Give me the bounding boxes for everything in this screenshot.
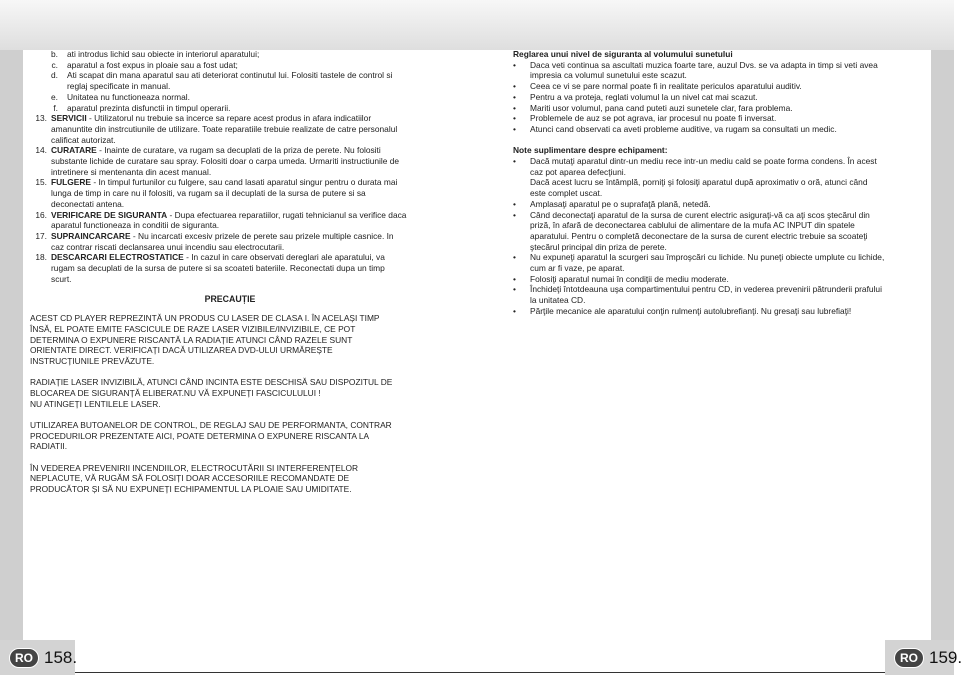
text-line: substante lichide de curatare sau spray. Folositi doar o carpa umeda. Urmariti instructiunile de: [51, 156, 400, 167]
warning-paragraph: [30, 420, 430, 452]
list-item: [513, 103, 913, 114]
caps-warnings: [30, 313, 430, 495]
text-line: INSTRUCȚIUNILE PREVĂZUTE.: [30, 355, 155, 366]
list-item: [513, 306, 913, 317]
text-line: este complet uscat.: [530, 188, 603, 199]
text-line: Dacă mutaţi aparatul dintr-un mediu rece intr-un mediu cald se poate forma condens. În acest: [530, 156, 877, 167]
item-label: CURATARE: [51, 145, 97, 156]
list-item: [30, 177, 430, 209]
text-line: PRODUCĂTOR ȘI SĂ NU EXPUNEȚI ECHIPAMENTUL LA PLOAIE SAU UMIDITATE.: [30, 484, 352, 495]
text-line: intretinere si mentenanta din acest manual.: [51, 166, 212, 177]
text-line: - Utilizatorul nu trebuie sa incerce sa repare acest produs in afara indicatiilor: [86, 113, 372, 124]
list-item-text: [530, 199, 711, 209]
right-page-content: [513, 49, 913, 317]
list-item: [30, 231, 430, 252]
list-marker: 16.: [35, 209, 47, 220]
list-item-text: [530, 92, 758, 102]
list-item-text: [51, 113, 430, 145]
list-item-text: [530, 210, 913, 253]
text-line: Părţile mecanice ale aparatului conţin rulmenţi autolubrefianţi. Nu gresaţi sau lubrefiaţi!: [530, 305, 852, 316]
text-line: UTILIZAREA BUTOANELOR DE CONTROL, DE REGLAJ SAU DE PERFORMANTA, CONTRAR: [30, 419, 392, 430]
top-banner: [0, 0, 954, 50]
text-line: Mariti usor volumul, pana cand puteti auzi sunetele clar, fara problema.: [530, 102, 793, 113]
text-line: priză, în afară de deconectarea cablului de alimentare de la mufa AC INPUT din spatele: [530, 220, 855, 231]
language-badge: RO: [894, 648, 924, 668]
text-line: Când deconectaţi aparatul de la sursa de curent electric asiguraţi-vă ca aţi scos ştecărul din: [530, 209, 870, 220]
text-line: aparatul a fost expus in ploaie sau a fost udat;: [67, 59, 238, 70]
list-item-text: [51, 231, 430, 252]
list-marker: •: [513, 284, 516, 295]
text-line: NU ATINGEȚI LENTILELE LASER.: [30, 398, 161, 409]
numbered-list: [30, 113, 430, 284]
text-line: Unitatea nu functioneaza normal.: [67, 91, 190, 102]
text-line: Ceea ce vi se pare normal poate fi in realitate periculos aparatului auditiv.: [530, 81, 802, 92]
list-item-text: [530, 60, 913, 81]
list-item-text: [530, 306, 851, 316]
list-item-text: [530, 274, 729, 284]
list-marker: d.: [51, 70, 58, 81]
bottom-rule: [75, 672, 885, 673]
list-item-text: [530, 124, 837, 134]
text-line: cum ar fi vaze, pe aparat.: [530, 263, 625, 274]
list-marker: •: [513, 156, 516, 167]
text-line: Dacă acest lucru se întâmplă, porniţi şi folosiţi aparatul după aproximativ o oră, atunci când: [530, 177, 868, 188]
text-line: aparatului. Pentru o completă deconectare de la sursa de curent electric trebuie sa scoateţi: [530, 230, 868, 241]
list-item: [513, 210, 913, 253]
text-line: RADIATII.: [30, 441, 68, 452]
page-number: 159.: [929, 647, 962, 667]
list-marker: •: [513, 305, 516, 316]
left-margin-bar: [0, 50, 23, 675]
list-item-text: [530, 156, 913, 199]
text-line: rugam sa decuplati de la sursa de putere si sa scoateti bateriile. Reconectati dupa un timp: [51, 263, 385, 274]
right-margin-bar: [931, 50, 954, 675]
list-item: [30, 252, 430, 284]
list-marker: •: [513, 123, 516, 134]
text-line: impresia ca volumul sunetului este scazut.: [530, 70, 687, 81]
text-line: NEPLACUTE, VĂ RUGĂM SĂ FOLOSIȚI DOAR ACCESORIILE RECOMANDATE DE: [30, 473, 350, 484]
list-marker: f.: [53, 102, 58, 113]
list-item: [513, 60, 913, 81]
list-item-text: [530, 81, 802, 91]
text-line: scurt.: [51, 273, 72, 284]
right-page-footer: [885, 640, 962, 675]
precautie-heading: PRECAUȚIE: [204, 294, 256, 305]
text-line: deconectati antena.: [51, 198, 125, 209]
language-badge: RO: [9, 648, 39, 668]
text-line: Amplasaţi aparatul pe o suprafaţă plană, netedă.: [530, 198, 711, 209]
list-item: [30, 113, 430, 145]
list-item: [513, 124, 913, 135]
list-item-text: [530, 103, 793, 113]
list-marker: 15.: [35, 177, 47, 188]
list-marker: •: [513, 209, 516, 220]
text-line: - In timpul furtunilor cu fulgere, sau cand lasati aparatul singur pentru o durata mai: [91, 177, 398, 188]
text-line: caz contrar riscati declansarea unui incendiu sau electrocutarii.: [51, 241, 285, 252]
item-label: SUPRAINCARCARE: [51, 230, 131, 241]
text-line: - Inainte de curatare, va rugam sa decuplati de la priza de perete. Nu folositi: [96, 145, 381, 156]
text-line: lunga de timp in care nu il folositi, va rugam sa il decuplati de la sursa de putere si sa: [51, 188, 366, 199]
list-marker: •: [513, 59, 516, 70]
list-marker: •: [513, 113, 516, 124]
notes-bullets: [513, 156, 913, 317]
text-line: ACEST CD PLAYER REPREZINTĂ UN PRODUS CU LASER DE CLASA I. ÎN ACELAȘI TIMP: [30, 313, 380, 324]
text-line: Pentru a va proteja, reglati volumul la un nivel cat mai scazut.: [530, 91, 758, 102]
list-item-text: [67, 70, 430, 91]
list-item-text: [51, 252, 430, 284]
list-item-text: [67, 103, 230, 113]
list-item: [30, 49, 430, 60]
list-item: [513, 284, 913, 305]
text-line: DETERMINA O EXPUNERE RISCANTĂ LA RADIAȚIE ATUNCI CÂND RAZELE SUNT: [30, 334, 353, 345]
text-line: ştecărul principal din priza de perete.: [530, 241, 667, 252]
list-marker: b.: [51, 49, 58, 59]
warning-paragraph: [30, 463, 430, 495]
text-line: Închideţi întotdeauna uşa compartimentului pentru CD, in vederea prevenirii pătrunderii prafului: [530, 284, 882, 295]
text-line: - Dupa efectuarea reparatiilor, rugati tehnicianul sa verifice daca: [167, 209, 407, 220]
text-line: Problemele de auz se pot agrava, iar procesul nu poate fi inversat.: [530, 113, 777, 124]
text-line: ati introdus lichid sau obiecte in interiorul aparatului;: [67, 49, 260, 59]
list-item: [30, 60, 430, 71]
list-marker: c.: [51, 59, 58, 70]
text-line: PROCEDURILOR PREZENTATE AICI, POATE DETERMINA O EXPUNERE RISCANTA LA: [30, 430, 370, 441]
text-line: - Nu incarcati excesiv prizele de perete sau prizele multiple casnice. In: [130, 230, 394, 241]
list-item-text: [530, 284, 913, 305]
list-item-text: [51, 177, 430, 209]
list-marker: e.: [51, 91, 58, 102]
section-title-notes: Note suplimentare despre echipament:: [513, 145, 668, 156]
text-line: RADIAȚIE LASER INVIZIBILĂ, ATUNCI CÂND INCINTA ESTE DESCHISĂ SAU DISPOZITUL DE: [30, 377, 393, 388]
list-item: [30, 145, 430, 177]
text-line: reglaj specificate in manual.: [67, 81, 171, 92]
page-number: 158.: [44, 647, 78, 667]
list-item: [513, 252, 913, 273]
list-item-text: [530, 252, 913, 273]
text-line: amanuntite din instrcutiunile de utilizare. Toate reparatiile trebuie realizate de catre personalul: [51, 123, 398, 134]
left-page-footer: [0, 640, 78, 675]
list-item-text: [530, 113, 776, 123]
list-marker: •: [513, 252, 516, 263]
text-line: calificat autorizat.: [51, 134, 116, 145]
list-item: [30, 92, 430, 103]
list-item-text: [67, 60, 238, 70]
list-item: [30, 210, 430, 231]
list-marker: •: [513, 91, 516, 102]
alpha-list: [30, 49, 430, 113]
list-item: [513, 113, 913, 124]
list-marker: •: [513, 102, 516, 113]
text-line: aparatul prezinta disfunctii in timpul operarii.: [67, 102, 231, 113]
text-line: BLOCAREA DE SIGURANȚĂ ELIBERAT.NU VĂ EXPUNEȚI FASCICULULUI !: [30, 387, 321, 398]
list-marker: 17.: [35, 230, 47, 241]
list-item-text: [51, 145, 430, 177]
warning-paragraph: [30, 377, 430, 409]
text-line: Nu expuneţi aparatul la scurgeri sau împroşcări cu lichide. Nu puneţi obiecte umplute cu lichide,: [530, 252, 885, 263]
list-marker: 13.: [35, 113, 47, 124]
list-marker: 18.: [35, 252, 47, 263]
list-item: [513, 81, 913, 92]
list-item: [513, 92, 913, 103]
text-line: Folosiţi aparatul numai în condiţii de mediu moderate.: [530, 273, 729, 284]
text-line: - In cazul in care observati dereglari ale aparatului, va: [183, 252, 385, 263]
item-label: FULGERE: [51, 177, 92, 188]
item-label: DESCARCARI ELECTROSTATICE: [51, 252, 184, 263]
text-line: Daca veti continua sa ascultati muzica foarte tare, auzul Dvs. se va adapta in timp si veti avea: [530, 59, 878, 70]
list-item: [513, 199, 913, 210]
list-item-text: [51, 210, 430, 231]
list-item-text: [67, 92, 190, 102]
list-item: [30, 70, 430, 91]
list-item: [513, 274, 913, 285]
volume-bullets: [513, 60, 913, 135]
text-line: ÎN VEDEREA PREVENIRII INCENDIILOR, ELECTROCUTĂRII SI INTERFERENȚELOR: [30, 462, 359, 473]
text-line: la unitatea CD.: [530, 295, 586, 306]
list-item: [513, 156, 913, 199]
text-line: caz pot aparea defecţiuni.: [530, 166, 626, 177]
text-line: aparatul functioneaza in conditii de siguranta.: [51, 220, 220, 231]
text-line: ÎNSĂ, EL POATE EMITE FASCICULE DE RAZE LASER VIZIBILE/INVIZIBILE, CE POT: [30, 323, 356, 334]
text-line: Atunci cand observati ca aveti probleme auditive, va rugam sa consultati un medic.: [530, 123, 837, 134]
list-item-text: [67, 49, 259, 59]
item-label: SERVICII: [51, 113, 87, 124]
warning-paragraph: [30, 313, 430, 367]
text-line: ORIENTATE DIRECT. VERIFICAȚI DACĂ UTILIZAREA DVD-ULUI URMĂREȘTE: [30, 345, 333, 356]
list-item: [30, 103, 430, 114]
list-marker: •: [513, 198, 516, 209]
section-title-volume: Reglarea unui nivel de siguranta al volumului sunetului: [513, 49, 733, 59]
left-page-content: [30, 49, 430, 505]
item-label: VERIFICARE DE SIGURANTA: [51, 209, 168, 220]
list-marker: •: [513, 273, 516, 284]
text-line: Ati scapat din mana aparatul sau ati deteriorat continutul lui. Folositi tastele de control si: [67, 70, 393, 81]
list-marker: 14.: [35, 145, 47, 156]
list-marker: •: [513, 81, 516, 92]
